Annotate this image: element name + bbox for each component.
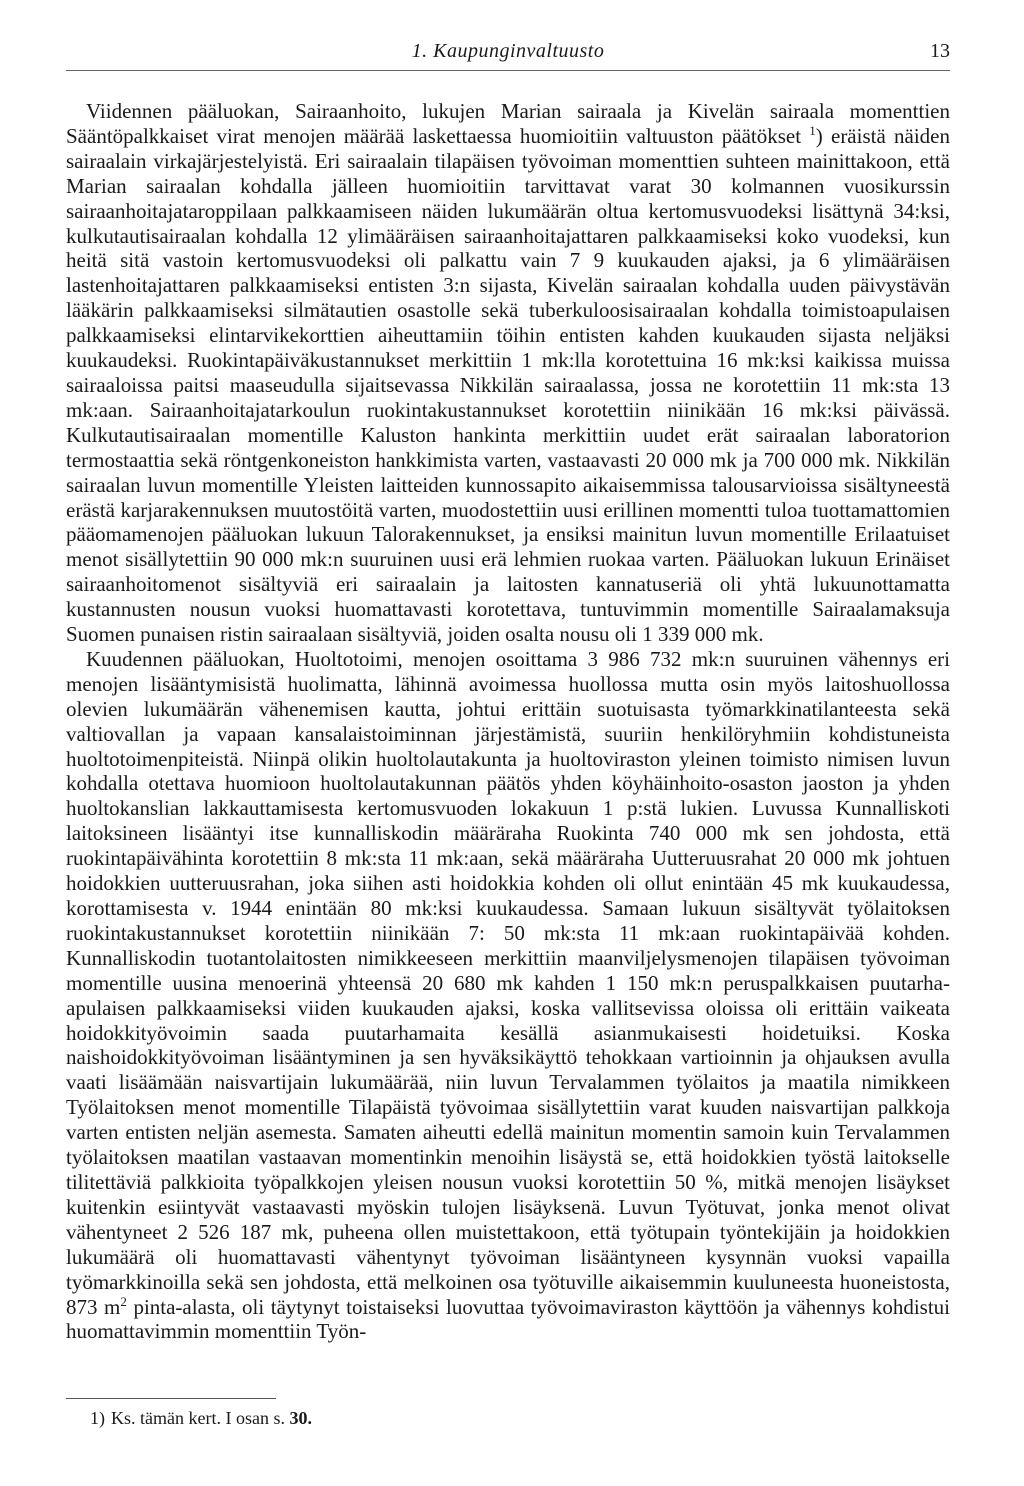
running-header xyxy=(66,40,950,71)
footnote-page-ref: 30. xyxy=(289,1408,312,1428)
footnote xyxy=(90,1408,312,1429)
paragraph-1 xyxy=(66,99,950,647)
paragraph-2 xyxy=(66,647,950,1344)
footnote-marker: 1) xyxy=(90,1408,105,1428)
document-page xyxy=(66,40,950,1344)
footnote-rule xyxy=(66,1398,276,1399)
footnote-reference: 1 xyxy=(809,122,816,138)
header-title: 1. Kaupunginvaltuusto xyxy=(411,40,605,62)
paragraph-1-text-cont: ) eräistä näiden sairaalain virkajärjestelyistä. Eri sairaalain tilapäisen työvoiman momenttien suhteen mainittakoon, että Marian sairaalan kohdalla jälleen huomioitiin tarvittavat varat 30 kolmannen vuosikurssin sairaanhoitajataroppilaan palkkaamiseen näiden lukumäärän oltua kertomusvuodeksi lisättynä 34:ksi, kulkutautisairaalan kohdalla 12 ylimääräisen sairaanhoitajattaren palkkaamiseksi koko vuodeksi, kun heitä sitä vastoin kertomusvuodeksi oli palkattu vain 7 9 kuukauden ajaksi, ja 6 ylimääräisen lastenhoitajattaren palkkaamiseksi entisten 3:n sijasta, Kivelän sairaalan kohdalla uuden päivystävän lääkärin palkkaamiseksi silmätautien osastolle sekä tuberkuloosisairaalan kohdalla toimistoapulaisen palkkaamiseksi elintarvikekorttien aiheuttamiin töihin entisten kahden kuukauden sijasta neljäksi kuukaudeksi. Ruokintapäiväkustannukset merkittiin 1 mk:lla korotettuina 16 mk:ksi kaikissa muissa sairaaloissa paitsi maaseudulla sijaitsevassa Nikkilän sairaalassa, jossa ne korotettiin 11 mk:sta 13 mk:aan. Sairaanhoitajatarkoulun ruokintakustannukset korotettiin niinikään 16 mk:ksi päivässä. Kulkutautisairaalan momentille Kaluston hankinta merkittiin uudet erät sairaalan laboratorion termostaattia sekä röntgenkoneiston hankkimista varten, vastaavasti 20 000 mk ja 700 000 mk. Nikkilän sairaalan luvun momentille Yleisten laitteiden kunnossapito aikaisemmissa talousarvioissa sisältyneestä erästä karjarakennuksen muutostöitä varten, muodostettiin uusi erillinen momentti tuloa tuottamattomien pääomamenojen pääluokan lukuun Talorakennukset, ja ensiksi mainitun luvun momentille Erilaatuiset menot sisällytettiin 90 000 mk:n suuruinen uusi erä lehmien ruokaa varten. Pääluokan lukuun Erinäiset sairaanhoitomenot sisältyviä eri sairaalain ja laitosten kannatuseriä oli yhtä lukuunottamatta kustannusten nousun vuoksi huomattavasti korotettava, tuntuvimmin momentille Sairaalamaksuja Suomen punaisen ristin sairaalaan sisältyviä, joiden osalta nousu oli 1 339 000 mk. xyxy=(66,123,950,647)
paragraph-1-text: Viidennen pääluokan, Sairaanhoito, lukujen Marian sairaala ja Kivelän sairaala momenttien Sääntöpalkkaiset virat menojen määrää laskettaessa huomioitiin valtuuston päätökset xyxy=(66,99,950,148)
body-text xyxy=(66,99,950,1344)
paragraph-2-text: Kuudennen pääluokan, Huoltotoimi, menojen osoittama 3 986 732 mk:n suuruinen vähennys eri menojen lisääntymisistä huolimatta, lähinnä avoimessa huollossa mutta osin myös laitoshuollossa olevien lukumäärän vähenemisen kautta, johtui erittäin suotuisasta työmarkkinatilanteesta sekä valtiovallan ja vapaan kansalaistoiminnan järjestämistä, suuriin henkilöryhmiin kohdistuneista huoltotoimenpiteistä. Niinpä olikin huoltolautakunta ja huoltoviraston yleinen toimisto nimisen luvun kohdalla otettava huomioon huoltolautakunnan päätös yhden köyhäinhoito-osaston jaoston ja yhden huoltokanslian lakkauttamisesta kertomusvuoden lokakuun 1 p:stä lukien. Luvussa Kunnalliskoti laitoksineen lisääntyi itse kunnalliskodin määräraha Ruokinta 740 000 mk sen johdosta, että ruokintapäivähinta korotettiin 8 mk:sta 11 mk:aan, sekä määräraha Uutteruusrahat 20 000 mk johtuen hoidokkien uutteruusrahan, joka siihen asti hoidokkia kohden oli ollut enintään 45 mk kuukaudessa, korottamisesta v. 1944 enintään 80 mk:ksi kuukaudessa. Samaan lukuun sisältyvät työlaitoksen ruokintakustannukset korotettiin niinikään 7: 50 mk:sta 11 mk:aan ruokintapäivää kohden. Kunnalliskodin tuotantolaitosten nimikkeeseen merkittiin maanviljelysmenojen tilapäisen työvoiman momentille uusina menoerinä yhteensä 20 680 mk kahden 1 150 mk:n peruspalkkaisen puutarha-apulaisen palkkaamiseksi viiden kuukauden ajaksi, koska vallitsevissa oloissa oli erittäin vaikeata hoidokkityövoimin saada puutarhamaita kesällä asianmukaisesti hoidetuiksi. Koska naishoidokkityövoiman lisääntyminen ja sen hyväksikäyttö tehokkaan vartioinnin ja ohjauksen avulla vaati lisäämään naisvartijain lukumäärää, niin luvun Tervalammen työlaitos ja maatila nimikkeen Työlaitoksen menot momentille Tilapäistä työvoimaa sisällytettiin varat kuuden naisvartijan palkkoja varten entisten neljän asemesta. Samaten aiheutti edellä mainitun momentin samoin kuin Tervalammen työlaitoksen maatilan vastaavan momentinkin menoihin lisäystä se, että hoidokkien työstä laitokselle tilitettäviä palkkioita työpalkkojen yleisen nousun vuoksi korotettiin 50 %, mitkä menojen lisäykset kuitenkin esiintyvät vastaavasti myöskin tulojen lisäyksenä. Luvun Työtuvat, jonka menot olivat vähentyneet 2 526 187 mk, puheena ollen muistettakoon, että työtupain työntekijäin ja hoidokkien lukumäärä oli huomattavasti vähentynyt työvoiman lisääntyneen kysynnän vuoksi vapailla työmarkkinoilla sekä sen johdosta, että melkoinen osa työtuville aikaisemmin kuuluneesta huoneistosta, 873 m xyxy=(66,646,950,1319)
unit-superscript: 2 xyxy=(120,1293,127,1309)
paragraph-2-text-cont: pinta-alasta, oli täytynyt toistaiseksi luovuttaa työvoimaviraston käyttöön ja vähennys kohdistui huomattavimmin momenttiin Työn- xyxy=(66,1294,950,1344)
page-number: 13 xyxy=(930,40,950,62)
footnote-text: Ks. tämän kert. I osan s. xyxy=(111,1408,290,1428)
